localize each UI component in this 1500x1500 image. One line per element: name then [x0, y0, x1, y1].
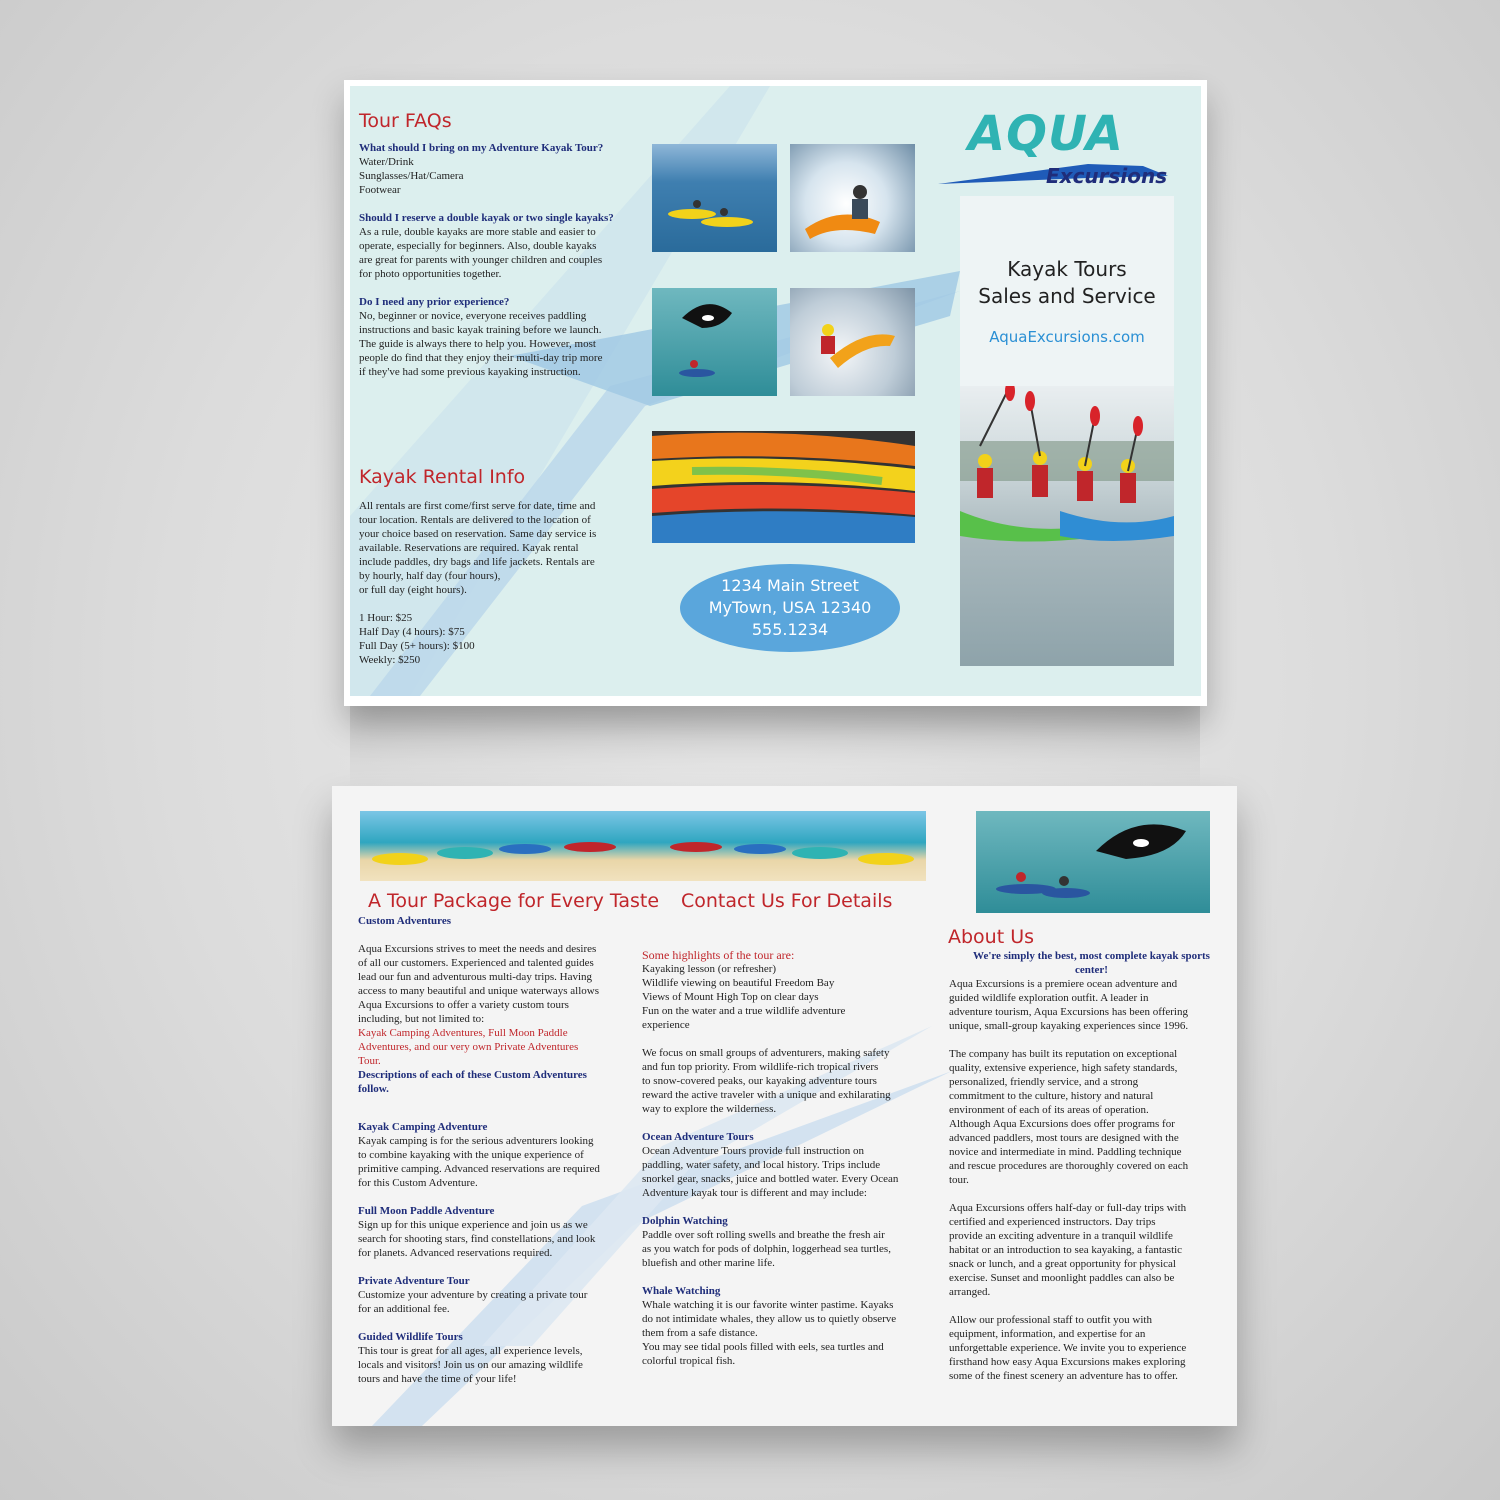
custom-intro-line: Aqua Excursions to offer a variety custom tours: [358, 999, 569, 1011]
about-line: Aqua Excursions is a premiere ocean adventure and: [949, 978, 1178, 990]
section-line: Sign up for this unique experience and join us as we: [358, 1219, 588, 1231]
price-line: Half Day (4 hours): $75: [359, 626, 465, 638]
section-line: You may see tidal pools filled with eels, sea turtles and: [642, 1341, 884, 1353]
about-line: environment of each of its areas of operation.: [949, 1104, 1149, 1116]
faq-question-3: Do I need any prior experience?: [359, 296, 510, 308]
section-line: Paddle over soft rolling swells and breathe the fresh air: [642, 1229, 885, 1241]
section-line: search for shooting stars, find constellations, and look: [358, 1233, 596, 1245]
about-line: guided wildlife exploration outfit. A leader in: [949, 992, 1149, 1004]
faq-answer-line: No, beginner or novice, everyone receives paddling: [359, 310, 587, 322]
faq-answer-line: Sunglasses/Hat/Camera: [359, 170, 464, 182]
about-line: novice and intermediate in mind. Paddling technique: [949, 1146, 1182, 1158]
section-title: Whale Watching: [642, 1285, 721, 1297]
brochure-front-sheet: [344, 80, 1207, 706]
section-line: colorful tropical fish.: [642, 1355, 736, 1367]
custom-list-line: Kayak Camping Adventures, Full Moon Paddle: [358, 1027, 568, 1039]
tour-package-title: A Tour Package for Every Taste: [368, 890, 660, 912]
section-line: bluefish and other marine life.: [642, 1257, 775, 1269]
faq-answer-line: if they've had some previous kayaking instruction.: [359, 366, 581, 378]
address-phone: 555.1234: [751, 620, 829, 639]
faq-answer-line: people do find that they enjoy their multi-day trip more: [359, 352, 603, 364]
section-line: them from a safe distance.: [642, 1327, 758, 1339]
custom-list-line: Adventures, and our very own Private Adventures: [358, 1041, 579, 1053]
about-line: Aqua Excursions offers half-day or full-day trips with: [949, 1202, 1187, 1214]
sheet-shadow: [350, 700, 1200, 790]
section-line: Ocean Adventure Tours provide full instruction on: [642, 1145, 865, 1157]
faq-answer-line: The guide is always there to help you. However, most: [359, 338, 596, 350]
photo-kayak-group: [652, 144, 777, 252]
photo-kayak-wave: [790, 288, 915, 396]
about-line: some of the finest scenery an adventure has to offer.: [949, 1370, 1178, 1382]
about-line: certified and experienced instructors. Day trips: [949, 1216, 1156, 1228]
photo-orca-kayak: [652, 288, 777, 396]
section-line: Whale watching it is our favorite winter pastime. Kayaks: [642, 1299, 894, 1311]
about-line: arranged.: [949, 1286, 991, 1298]
price-line: Full Day (5+ hours): $100: [359, 640, 475, 652]
about-line: habitat or an introduction to sea kayaking, a fantastic: [949, 1244, 1183, 1256]
custom-desc-line: follow.: [358, 1083, 389, 1095]
section-line: Adventure kayak tour is different and may include:: [642, 1187, 867, 1199]
rental-line: tour location. Rentals are delivered to the location of: [359, 514, 591, 526]
about-line: snack or lunch, and a great opportunity for physical: [949, 1258, 1176, 1270]
section-title: Guided Wildlife Tours: [358, 1331, 463, 1343]
section-line: This tour is great for all ages, all experience levels,: [358, 1345, 583, 1357]
section-line: for this Custom Adventure.: [358, 1177, 478, 1189]
logo: [968, 106, 1188, 188]
tagline-line: Sales and Service: [978, 284, 1156, 308]
tagline-line: Kayak Tours: [1007, 257, 1127, 281]
section-title: Full Moon Paddle Adventure: [358, 1205, 495, 1217]
about-column: [949, 949, 1234, 1383]
about-line: tour.: [949, 1174, 969, 1186]
faq-answer-line: Water/Drink: [359, 156, 414, 168]
address-city: MyTown, USA 12340: [708, 598, 872, 617]
about-line: equipment, information, and expertise for an: [949, 1328, 1146, 1340]
price-line: 1 Hour: $25: [359, 612, 413, 624]
custom-intro-line: of all our customers. Experienced and talented guides: [358, 957, 594, 969]
tour-package-column: [358, 914, 643, 1386]
section-line: Customize your adventure by creating a private tour: [358, 1289, 588, 1301]
rental-info: [359, 499, 639, 667]
highlight-item: experience: [642, 1019, 690, 1031]
highlight-item: Kayaking lesson (or refresher): [642, 963, 777, 975]
highlight-item: Views of Mount High Top on clear days: [642, 991, 819, 1003]
contact-column: [642, 948, 942, 1368]
photo-orca-paddlers: [976, 811, 1210, 913]
faq-answer-line: Footwear: [359, 184, 401, 196]
custom-desc-line: Descriptions of each of these Custom Adventures: [358, 1069, 587, 1081]
website-link[interactable]: AquaExcursions.com: [989, 328, 1145, 346]
section-line: primitive camping. Advanced reservations are required: [358, 1163, 600, 1175]
photo-beach-kayaks: [360, 811, 926, 881]
about-line: exercise. Sunset and moonlight paddles can also be: [949, 1272, 1175, 1284]
focus-line: reward the active traveler with a unique and exhilarating: [642, 1089, 891, 1101]
about-title: About Us: [948, 926, 1035, 948]
focus-line: We focus on small groups of adventurers, making safety: [642, 1047, 890, 1059]
faq-list: [359, 141, 639, 379]
about-line: and rescue procedures are thoroughly covered on each: [949, 1160, 1189, 1172]
about-line: Allow our professional staff to outfit you with: [949, 1314, 1152, 1326]
about-tagline-line: We're simply the best, most complete kayak sports: [973, 950, 1210, 962]
rental-line: include paddles, dry bags and life jackets. Rentals are: [359, 556, 595, 568]
about-line: Although Aqua Excursions does offer programs for: [949, 1118, 1175, 1130]
about-line: The company has built its reputation on exceptional: [949, 1048, 1178, 1060]
photo-kayak-splash: [790, 144, 915, 252]
photo-kayak-team: [960, 386, 1174, 666]
logo-subtitle: Excursions: [1046, 164, 1168, 188]
section-line: Kayak camping is for the serious adventurers looking: [358, 1135, 594, 1147]
about-line: adventure tourism, Aqua Excursions has been offering: [949, 1006, 1188, 1018]
highlights-title: Some highlights of the tour are:: [642, 948, 795, 962]
about-line: unforgettable experience. We invite you to experience: [949, 1342, 1187, 1354]
rental-line: available. Reservations are required. Kayak rental: [359, 542, 579, 554]
front-panel: [350, 86, 1201, 696]
photo-colorful-kayaks: [652, 431, 915, 543]
section-line: snorkel gear, snacks, juice and bottled water. Every Ocean: [642, 1173, 899, 1185]
contact-title: Contact Us For Details: [681, 890, 893, 912]
custom-list-line: Tour.: [358, 1055, 381, 1067]
about-line: firsthand how easy Aqua Excursions makes exploring: [949, 1356, 1186, 1368]
faq-title: Tour FAQs: [359, 110, 452, 132]
address-block: [680, 575, 900, 641]
section-line: to combine kayaking with the unique experience of: [358, 1149, 584, 1161]
about-line: quality, extensive experience, high safety standards,: [949, 1062, 1178, 1074]
custom-intro-line: Aqua Excursions strives to meet the needs and desires: [358, 943, 597, 955]
section-title: Kayak Camping Adventure: [358, 1121, 488, 1133]
rental-title: Kayak Rental Info: [359, 466, 526, 488]
section-line: do not intimidate whales, they allow us to quietly observe: [642, 1313, 897, 1325]
faq-question-2: Should I reserve a double kayak or two single kayaks?: [359, 212, 614, 224]
section-line: for an additional fee.: [358, 1303, 450, 1315]
rental-line: or full day (eight hours).: [359, 584, 467, 596]
about-line: provide an exciting adventure in a tranquil wildlife: [949, 1230, 1173, 1242]
faq-question-1: What should I bring on my Adventure Kayak Tour?: [359, 142, 604, 154]
focus-line: to snow-covered peaks, our kayaking adventure tours: [642, 1075, 877, 1087]
focus-line: and fun top priority. From wildlife-rich tropical rivers: [642, 1061, 879, 1073]
faq-answer-line: As a rule, double kayaks are more stable and easier to: [359, 226, 596, 238]
section-title: Dolphin Watching: [642, 1215, 728, 1227]
address-street: 1234 Main Street: [721, 576, 859, 595]
faq-answer-line: instructions and basic kayak training before we launch.: [359, 324, 602, 336]
tagline: [960, 256, 1174, 310]
about-line: advanced paddlers, most tours are designed with the: [949, 1132, 1179, 1144]
highlight-item: Fun on the water and a true wildlife adventure: [642, 1005, 846, 1017]
section-title: Ocean Adventure Tours: [642, 1131, 754, 1143]
section-line: as you watch for pods of dolphin, loggerhead sea turtles,: [642, 1243, 891, 1255]
section-line: locals and visitors! Join us on our amazing wildlife: [358, 1359, 583, 1371]
section-line: for planets. Advanced reservations required.: [358, 1247, 553, 1259]
section-line: paddling, water safety, and local history. Trips include: [642, 1159, 881, 1171]
custom-adventures-title: Custom Adventures: [358, 915, 452, 927]
logo-wordmark: AQUA: [968, 106, 1124, 162]
custom-intro-line: access to many beautiful and unique waterways allows: [358, 985, 600, 997]
section-title: Private Adventure Tour: [358, 1275, 470, 1287]
focus-line: way to explore the wilderness.: [642, 1103, 777, 1115]
custom-intro-line: lead our fun and adventurous multi-day trips. Having: [358, 971, 593, 983]
highlight-item: Wildlife viewing on beautiful Freedom Bay: [642, 977, 835, 989]
price-line: Weekly: $250: [359, 654, 421, 666]
faq-answer-line: for photo opportunities together.: [359, 268, 502, 280]
faq-answer-line: operate, especially for beginners. Also, double kayaks: [359, 240, 597, 252]
about-line: personalized, friendly service, and a strong: [949, 1076, 1139, 1088]
about-tagline-line: center!: [1075, 964, 1108, 976]
brochure-back-sheet: [332, 786, 1237, 1426]
about-line: unique, small-group kayaking experiences since 1996.: [949, 1020, 1189, 1032]
about-line: commitment to the culture, history and natural: [949, 1090, 1154, 1102]
section-line: tours and have the time of your life!: [358, 1373, 517, 1385]
rental-line: All rentals are first come/first serve for date, time and: [359, 500, 596, 512]
rental-line: your choice based on reservation. Same day service is: [359, 528, 597, 540]
faq-answer-line: are great for parents with younger children and couples: [359, 254, 603, 266]
rental-line: by hourly, half day (four hours),: [359, 570, 501, 582]
custom-intro-line: including, but not limited to:: [358, 1013, 485, 1025]
